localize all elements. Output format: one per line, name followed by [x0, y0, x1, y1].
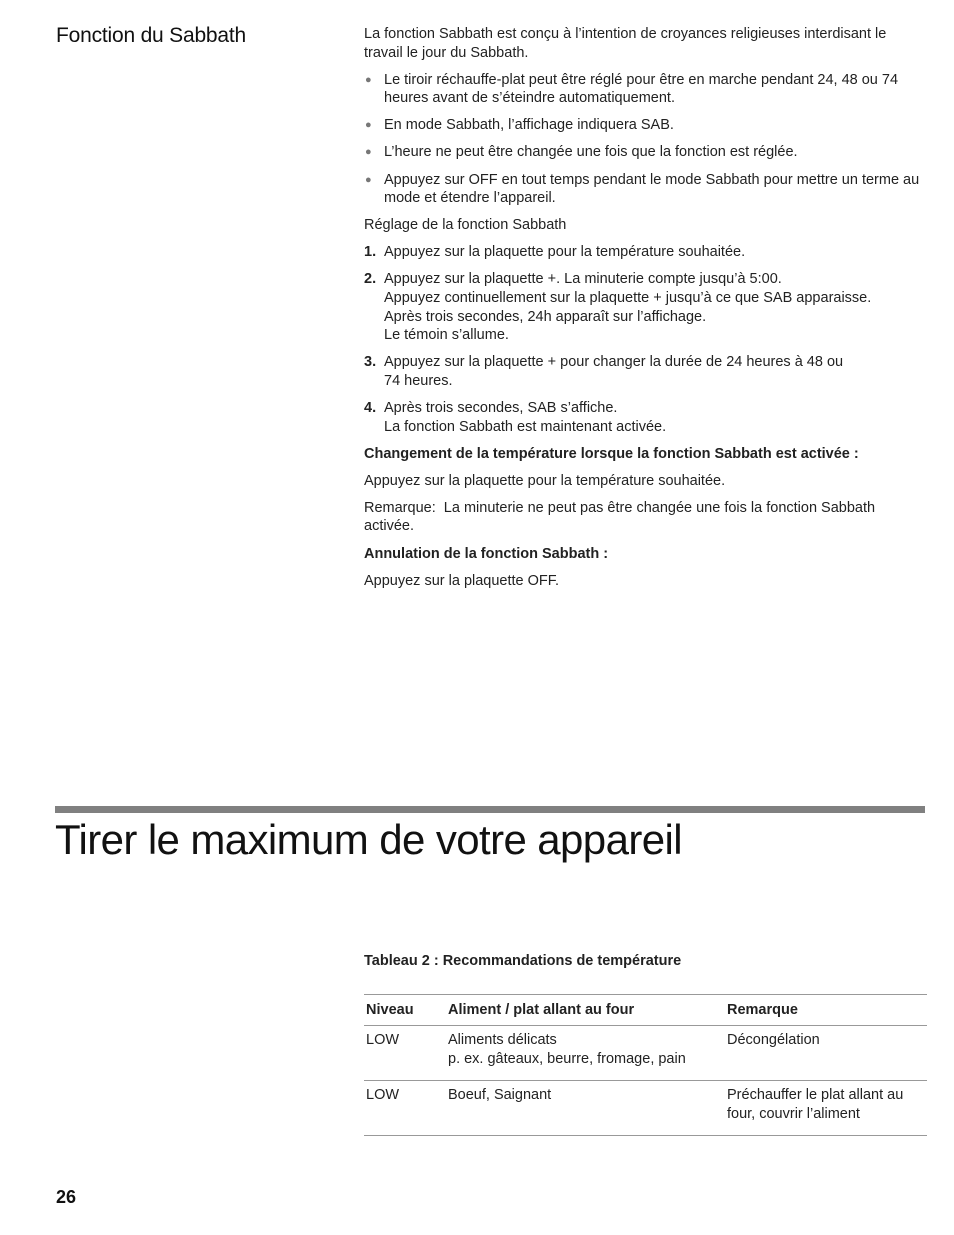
bullet-dot-icon: ●	[365, 146, 372, 159]
cell-aliment: Boeuf, Saignant	[448, 1081, 727, 1136]
step-item: 1. Appuyez sur la plaquette pour la température souhaitée.	[364, 244, 746, 261]
header-remarque: Remarque	[727, 995, 927, 1026]
table-row	[364, 1081, 927, 1136]
section-heading: Fonction du Sabbath	[56, 24, 247, 47]
chapter-divider	[55, 806, 925, 813]
cell-remarque: Préchauffer le plat allant au four, couvrir l’aliment	[727, 1081, 927, 1136]
bullet-item: ● L’heure ne peut être changée une fois que la fonction est réglée.	[365, 144, 798, 161]
note-paragraph	[364, 499, 928, 536]
sabbath-section-body	[364, 25, 928, 599]
header-aliment: Aliment / plat allant au four	[448, 995, 727, 1026]
bullet-dot-icon: ●	[365, 73, 372, 86]
step-item: 2. Appuyez sur la plaquette +. La minuterie compte jusqu’à 5:00. Appuyez continuellement sur la plaquette + jusqu’à ce que SAB apparaisse. Après trois secondes, 24h apparaît sur l’affichage. Le témoin s’allume.	[364, 271, 872, 344]
bullet-item: ● En mode Sabbath, l’affichage indiquera SAB.	[365, 117, 674, 134]
change-temperature-text: Appuyez sur la plaquette pour la température souhaitée.	[364, 472, 726, 489]
bullet-dot-icon: ●	[365, 173, 372, 186]
note-label: Remarque:	[364, 499, 436, 516]
cell-aliment: Aliments délicats p. ex. gâteaux, beurre, fromage, pain	[448, 1026, 727, 1081]
step-item: 4. Après trois secondes, SAB s’affiche. La fonction Sabbath est maintenant activée.	[364, 400, 667, 435]
bullet-dot-icon: ●	[365, 119, 372, 132]
note-text: La minuterie ne peut pas être changée une fois la fonction Sabbath activée.	[364, 499, 876, 535]
step-item: 3. Appuyez sur la plaquette + pour changer la durée de 24 heures à 48 ou 74 heures.	[364, 354, 844, 389]
cell-niveau: LOW	[364, 1081, 448, 1136]
bullet-item: ● Le tiroir réchauffe-plat peut être réglé pour être en marche pendant 24, 48 ou 74 heures avant de s’éteindre automatiquement.	[365, 71, 899, 107]
cell-remarque: Décongélation	[727, 1026, 927, 1081]
setting-steps-list	[364, 243, 928, 436]
chapter-title: Tirer le maximum de votre appareil	[55, 816, 682, 863]
cancel-text: Appuyez sur la plaquette OFF.	[364, 572, 560, 589]
change-temperature-subheading: Changement de la température lorsque la fonction Sabbath est activée :	[364, 445, 859, 462]
bullet-item: ● Appuyez sur OFF en tout temps pendant le mode Sabbath pour mettre un terme au mode et étendre l’appareil.	[365, 171, 920, 207]
feature-bullet-list	[364, 71, 928, 208]
cancel-subheading: Annulation de la fonction Sabbath :	[364, 545, 609, 562]
temperature-table	[364, 994, 927, 1136]
table-caption: Tableau 2 : Recommandations de température	[364, 953, 682, 969]
table-header-row	[364, 995, 927, 1026]
setting-subheading: Réglage de la fonction Sabbath	[364, 217, 567, 234]
header-niveau: Niveau	[364, 995, 448, 1026]
table-row	[364, 1026, 927, 1081]
page-number: 26	[56, 1187, 77, 1207]
intro-paragraph: La fonction Sabbath est conçu à l’intention de croyances religieuses interdisant le travail le jour du Sabbath.	[364, 26, 887, 61]
cell-niveau: LOW	[364, 1026, 448, 1081]
